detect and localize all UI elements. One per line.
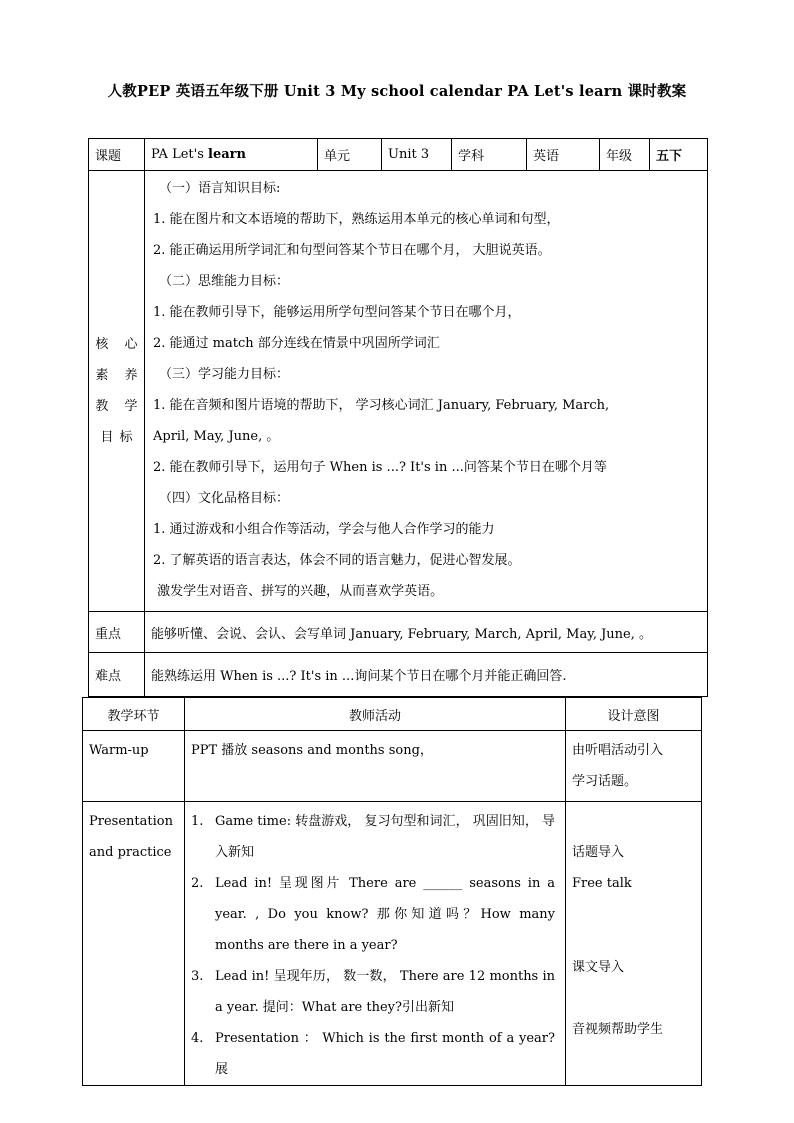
goal-line: 1. 能在教师引导下，能够运用所学句型问答某个节日在哪个月， [153, 305, 521, 320]
goal-line: 1. 能在音频和图片语境的帮助下， 学习核心词汇 January, February, March, [153, 398, 610, 413]
lesson-overview-table [88, 138, 708, 697]
goal-line: 2. 能通过 match 部分连线在情景中巩固所学词汇 [153, 336, 440, 351]
intent-line: 学习话题。 [572, 774, 638, 789]
intent-line [572, 806, 695, 837]
stage-header: 教学环节 [83, 698, 185, 731]
intent-line: Free talk [572, 876, 632, 891]
topic-value-prefix: PA Let's [151, 147, 209, 162]
goals-label-3: 教 学 [95, 399, 144, 414]
intent-line [572, 983, 695, 1014]
unit-label: 单元 [324, 149, 351, 164]
presentation-stage-cell [83, 802, 185, 1086]
key-label: 重点 [95, 626, 122, 642]
warmup-intent-cell [566, 731, 702, 802]
warmup-stage: Warm-up [83, 731, 185, 802]
activity-number: 4. [191, 1031, 204, 1046]
goal-heading-learning: （三）学习能力目标： [159, 367, 290, 382]
goals-row [89, 171, 708, 612]
goal-line: 1. 能在图片和文本语境的帮助下，熟练运用本单元的核心单词和句型， [153, 212, 560, 227]
activity-item [185, 1023, 555, 1085]
activity-text: Lead in! 呈现年历， 数一数， There are 12 months in a year. 提问：What are they?引出新知 [215, 969, 555, 1015]
activity-item [185, 868, 555, 961]
presentation-activity-cell [185, 802, 566, 1086]
goals-content-cell [145, 171, 708, 612]
goal-line: 激发学生对语音、拼写的兴趣，从而喜欢学英语。 [153, 584, 444, 599]
stage-line: and practice [89, 845, 172, 860]
document-title: 人教PEP 英语五年级下册 Unit 3 My school calendar PA Let's learn 课时教案 [107, 83, 687, 100]
subject-value-cell [527, 139, 600, 171]
topic-label: 课题 [95, 149, 122, 164]
goal-heading-thinking: （二）思维能力目标： [159, 274, 290, 289]
topic-value-cell [145, 139, 318, 171]
topic-label-cell [89, 139, 145, 171]
presentation-row [83, 802, 702, 1086]
activity-number: 3. [191, 969, 204, 984]
goal-heading-knowledge: （一）语言知识目标: [159, 181, 281, 196]
goals-label-1: 核 心 [95, 337, 144, 352]
grade-value: 五下 [656, 149, 683, 164]
intent-line: 由听唱活动引入 [572, 743, 664, 758]
difficulty-row [89, 653, 708, 697]
intent-line: 话题导入 [572, 845, 625, 860]
key-text-cell [145, 612, 708, 653]
intent-line [572, 930, 695, 952]
goal-line: 1. 通过游戏和小组合作等活动，学会与他人合作学习的能力 [153, 522, 495, 537]
goal-line: 2. 能在教师引导下，运用句子 When is ...? It's in ...问答某个节日在哪个月等 [153, 460, 607, 475]
key-label-cell [89, 612, 145, 653]
difficulty-text: 能熟练运用 When is ...? It's in ...询问某个节日在哪个月并能正确回答. [151, 669, 567, 684]
goal-line: 2. 了解英语的语言表达，体会不同的语言魅力，促进心智发展。 [153, 553, 521, 568]
unit-label-cell [318, 139, 382, 171]
intent-line: 音视频帮助学生 [572, 1022, 664, 1037]
intent-header: 设计意图 [566, 698, 702, 731]
activity-text: Lead in! 呈现图片 There are ______ seasons in a year. , Do you know? 那你知道吗？How many months are there in a year? [215, 876, 555, 953]
key-points-row [89, 612, 708, 653]
activity-number: 2. [191, 876, 204, 891]
goal-line: April, May, June, 。 [153, 429, 280, 444]
difficulty-label-cell [89, 653, 145, 697]
topic-value-bold: learn [208, 147, 246, 162]
grade-label-cell [600, 139, 650, 171]
key-text: 能够听懂、会说、会认、会写单词 January, February, March, April, May, June, 。 [151, 626, 653, 642]
activity-list [185, 806, 555, 1085]
goal-heading-culture: （四）文化品格目标： [159, 491, 290, 506]
subject-label-cell [452, 139, 527, 171]
warmup-activity: PPT 播放 seasons and months song， [185, 731, 566, 802]
intent-line [572, 899, 695, 930]
subject-label: 学科 [458, 149, 485, 164]
goal-line: 2. 能正确运用所学词汇和句型问答某个节日在哪个月， 大胆说英语。 [153, 243, 551, 258]
difficulty-text-cell [145, 653, 708, 697]
stage-line: Presentation [89, 814, 173, 829]
grade-value-cell [650, 139, 708, 171]
activity-text: Presentation ： Which is the first month of a year?展 [215, 1031, 555, 1077]
teaching-process-table [82, 697, 702, 1086]
difficulty-label: 难点 [95, 669, 122, 684]
unit-value-cell [382, 139, 452, 171]
warmup-row [83, 731, 702, 802]
goals-label-2: 素 养 [95, 368, 144, 383]
subject-value: 英语 [533, 149, 560, 164]
grade-label: 年级 [606, 149, 633, 164]
activity-item [185, 806, 555, 868]
process-header-row [83, 698, 702, 731]
activity-header: 教师活动 [185, 698, 566, 731]
presentation-intent-cell [566, 802, 702, 1086]
unit-value: Unit 3 [388, 147, 430, 162]
activity-text: Game time: 转盘游戏， 复习句型和词汇， 巩固旧知， 导入新知 [215, 814, 555, 860]
activity-item [185, 961, 555, 1023]
goals-label-cell [89, 171, 145, 612]
activity-number: 1. [191, 814, 204, 829]
header-row [89, 139, 708, 171]
goals-label-4: 目标 [100, 430, 139, 445]
intent-line: 课文导入 [572, 960, 625, 975]
